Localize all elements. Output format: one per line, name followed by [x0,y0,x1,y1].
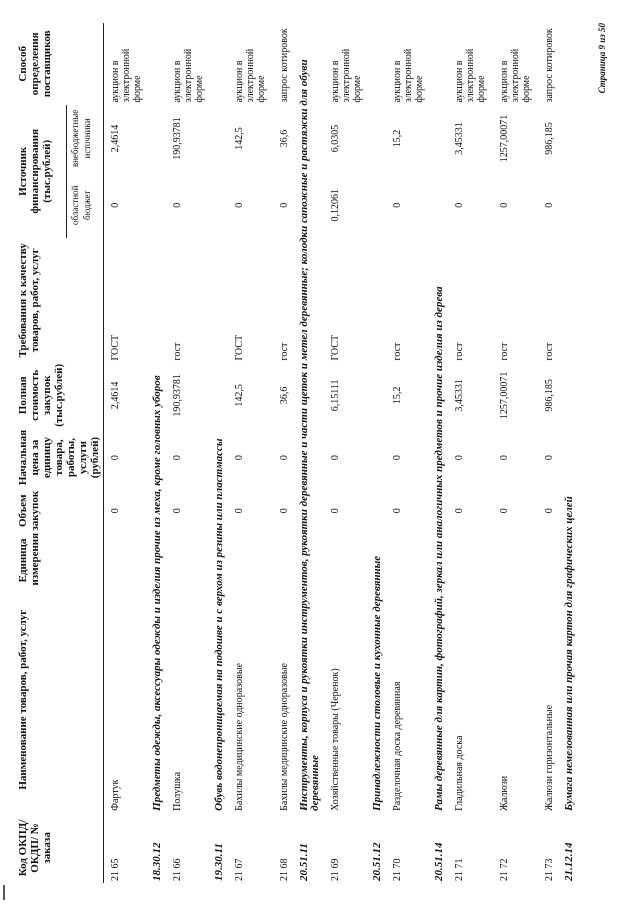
item-code: 21 67 [234,858,245,881]
item-code: 21 70 [392,858,403,881]
section-row [211,23,228,883]
item-unit [166,534,211,586]
item-funding-regional: 0 [172,202,183,208]
section-code: 20.51.11 [298,843,310,881]
item-volume: 0 [499,508,510,514]
item-requirement: гост [544,342,555,361]
table-body [104,23,579,883]
item-total: 142,5 [234,384,245,407]
item-requirement: гост [172,342,183,361]
section-row [561,23,578,883]
section-row [431,23,448,883]
item-unit [324,534,369,586]
item-price: 0 [110,455,121,461]
table-row [273,23,296,883]
item-method: аукцион в электронной форме [392,48,425,103]
item-method: запрос котировок [544,28,555,103]
item-unit [386,534,431,586]
item-funding-regional: 0 [110,202,121,208]
item-unit [104,534,150,586]
item-funding-regional: 0 [499,202,510,208]
item-total: 1257,00071 [499,371,510,420]
item-volume: 0 [544,508,555,514]
item-method: аукцион в электронной форме [330,48,363,103]
section-title: Рамы деревянные для картин, фотографий, зеркал или аналогичных предметов и прочие изделия из дерева [433,286,445,811]
section-code: 19.30.11 [213,843,225,881]
header-funding-regional: областной бюджет [67,172,104,238]
item-volume: 0 [234,508,245,514]
item-requirement: гост [499,342,510,361]
item-code: 21 73 [544,858,555,881]
header-requirements: Требования к качеству товаров, работ, услуг [15,238,104,362]
item-requirement: гост [454,342,465,361]
item-name: Жалюзи горизонтальные [544,704,555,811]
header-total: Полная стоимость закупок (тыс.рублей) [15,363,104,429]
item-price: 0 [544,455,555,461]
header-volume: Объем закупок [15,487,104,535]
item-funding-regional: 0 [279,202,290,208]
section-code: 20.51.12 [371,842,383,881]
item-name: Хозяйственные товары (Черенок) [330,668,341,811]
item-code: 21 65 [110,858,121,881]
item-funding-external: 6,0305 [330,124,341,153]
item-total: 986,185 [544,379,555,412]
item-unit [538,534,561,586]
procurement-table [15,23,578,883]
item-funding-external: 3,45331 [454,122,465,155]
item-name: Полушка [172,771,183,811]
item-name: Разделочная доска деревянная [392,681,403,811]
section-code: 18.30.12 [151,842,163,881]
item-name: Бахилы медицинские одноразовые [234,663,245,811]
section-row [296,23,324,883]
item-requirement: ГОСТ [234,334,245,361]
item-total: 15,2 [392,386,403,405]
header-name: Наименование товаров, работ, услуг [15,587,104,813]
item-volume: 0 [110,508,121,514]
item-volume: 0 [279,508,290,514]
section-code: 20.51.14 [433,842,445,881]
item-funding-external: 190,93781 [172,117,183,160]
item-unit [273,534,296,586]
item-funding-external: 142,5 [234,127,245,150]
item-price: 0 [234,455,245,461]
item-method: аукцион в электронной форме [499,48,532,103]
table-row [228,23,273,883]
rotated-page [15,3,615,883]
section-title: Обувь водонепроницаемая на подошве и с верхом из резины или пластмассы [213,438,225,811]
item-code: 21 71 [454,858,465,881]
item-code: 21 72 [499,858,510,881]
item-requirement: гост [279,342,290,361]
table-row [493,23,538,883]
item-total: 2,4614 [110,381,121,410]
item-price: 0 [279,455,290,461]
item-volume: 0 [454,508,465,514]
item-method: запрос котировок [279,28,290,103]
item-funding-external: 36,6 [279,129,290,148]
section-title: Принадлежности столовые и кухонные деревянные [371,555,383,811]
header-price: Начальная цена за единицу товара, работы, услуги (рублей) [15,428,104,487]
item-funding-external: 15,2 [392,129,403,148]
item-price: 0 [499,455,510,461]
item-total: 3,45331 [454,379,465,412]
header-unit: Единица измерения [15,534,104,586]
item-price: 0 [172,455,183,461]
table-row [324,23,369,883]
section-title: Инструменты, корпуса и рукоятки инструментов, рукоятки деревянные и части щеток и метел деревянные; колодки сапожные и растяжки для обуви деревянные [298,59,321,811]
item-requirement: ГОСТ [330,334,341,361]
item-requirement: гост [392,342,403,361]
item-unit [228,534,273,586]
item-price: 0 [392,455,403,461]
table-row [166,23,211,883]
item-price: 0 [454,455,465,461]
section-code: 21.12.14 [563,842,575,881]
item-volume: 0 [392,508,403,514]
item-requirement: ГОСТ [110,334,121,361]
item-funding-regional: 0,12061 [330,188,341,222]
item-name: Фартук [110,779,121,811]
item-method: аукцион в электронной форме [234,48,267,103]
item-volume: 0 [330,508,341,514]
item-name: Гладильная доска [454,735,465,811]
header-funding: Источник финансирования (тыс.рублей) [15,105,67,239]
item-method: аукцион в электронной форме [172,48,205,103]
header-funding-external: внебюджетные источники [67,105,104,173]
item-method: аукцион в электронной форме [110,48,143,103]
header-code: Код ОКПД/ ОКДП/ № заказа [15,813,104,883]
table-row [448,23,493,883]
section-title: Предметы одежды, аксессуары одежды и изделия прочие из меха, кроме головных уборов [151,375,163,811]
table-row [386,23,431,883]
item-name: Бахилы медицинские одноразовые [279,663,290,811]
header-method: Способ определения поставщиков [15,23,104,105]
table-row [538,23,561,883]
table-row [104,23,150,883]
section-row [369,23,386,883]
item-method: аукцион в электронной форме [454,48,487,103]
item-price: 0 [330,455,341,461]
item-funding-regional: 0 [454,202,465,208]
item-total: 36,6 [279,386,290,405]
item-code: 21 68 [279,858,290,881]
section-title: Бумага немелованная или прочая картон для графических целей [563,496,575,811]
item-funding-regional: 0 [544,202,555,208]
item-name: Жалюзи [499,775,510,811]
item-funding-regional: 0 [234,202,245,208]
item-total: 6,15111 [330,379,341,412]
section-row [149,23,166,883]
item-funding-external: 1257,00071 [499,114,510,163]
item-total: 190,93781 [172,374,183,417]
item-code: 21 66 [172,858,183,881]
item-funding-external: 986,185 [544,122,555,155]
item-volume: 0 [172,508,183,514]
margin-mark [3,885,5,900]
item-unit [493,534,538,586]
item-funding-external: 2,4614 [110,124,121,153]
item-unit [448,534,493,586]
item-funding-regional: 0 [392,202,403,208]
item-code: 21 69 [330,858,341,881]
page-footer: Страница 9 из 50 [597,23,607,94]
header-row [15,23,67,883]
